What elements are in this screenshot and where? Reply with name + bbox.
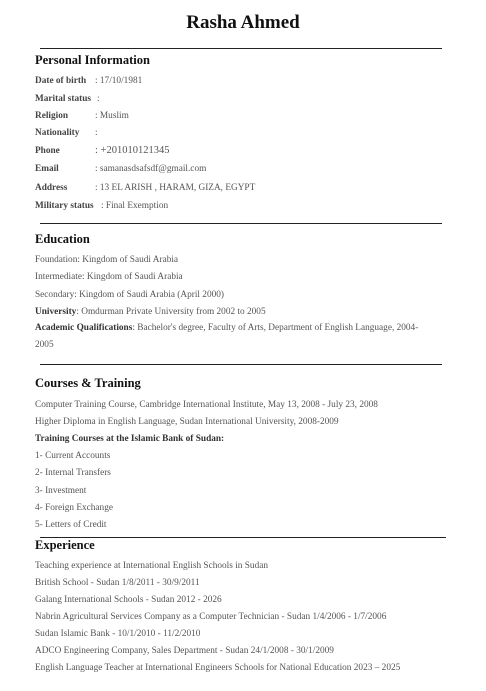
education-secondary: Secondary: Kingdom of Saudi Arabia (April 2000)	[35, 290, 225, 300]
course-item: 4- Foreign Exchange	[35, 503, 113, 513]
academic-value: : Bachelor's degree, Faculty of Arts, Department of English Language, 2004-2005	[35, 323, 419, 350]
experience-item: Galang International Schools - Sudan 2012 - 2026	[35, 595, 222, 605]
phone-value: : +201010121345	[95, 145, 170, 156]
experience-item: Nabrin Agricultural Services Company as a Computer Technician - Sudan 1/4/2006 - 1/7/2006	[35, 612, 387, 622]
experience-item: ADCO Engineering Company, Sales Department - Sudan 24/1/2008 - 30/1/2009	[35, 646, 334, 656]
marital-value: :	[97, 94, 100, 104]
academic-label: Academic Qualifications	[35, 323, 133, 333]
candidate-name: Rasha Ahmed	[186, 12, 300, 33]
course-line: Higher Diploma in English Language, Sudan International University, 2008-2009	[35, 417, 339, 427]
section-title-courses: Courses & Training	[35, 376, 141, 390]
address-value: : 13 EL ARISH , HARAM, GIZA, EGYPT	[95, 183, 256, 193]
islamic-bank-heading: Training Courses at the Islamic Bank of Sudan:	[35, 434, 225, 444]
religion-value: : Muslim	[95, 111, 129, 121]
education-intermediate: Intermediate: Kingdom of Saudi Arabia	[35, 272, 183, 282]
email-value: : samanasdsafsdf@gmail.com	[95, 164, 207, 174]
education-foundation: Foundation: Kingdom of Saudi Arabia	[35, 255, 179, 265]
section-title-personal: Personal Information	[35, 53, 150, 67]
dob-value: : 17/10/1981	[95, 76, 143, 86]
experience-item: Teaching experience at International English Schools in Sudan	[35, 561, 268, 571]
dob-label: Date of birth	[35, 76, 87, 86]
section-title-experience: Experience	[35, 538, 95, 552]
education-academic	[35, 320, 435, 354]
nationality-value: :	[95, 128, 98, 138]
address-label: Address	[35, 183, 68, 193]
experience-item: Sudan Islamic Bank - 10/1/2010 - 11/2/2010	[35, 629, 201, 639]
military-value: : Final Exemption	[101, 201, 169, 211]
experience-item: British School - Sudan 1/8/2011 - 30/9/2011	[35, 578, 200, 588]
religion-label: Religion	[35, 111, 69, 121]
email-label: Email	[35, 164, 59, 174]
university-label: University	[35, 307, 77, 317]
university-value: : Omdurman Private University from 2002 to 2005	[76, 307, 266, 317]
divider	[40, 537, 446, 538]
divider	[40, 364, 442, 365]
divider	[40, 48, 442, 49]
divider	[40, 223, 442, 224]
military-label: Military status	[35, 201, 94, 211]
course-item: 2- Internal Transfers	[35, 468, 111, 478]
nationality-label: Nationality	[35, 128, 80, 138]
course-item: 5- Letters of Credit	[35, 520, 107, 530]
experience-item: English Language Teacher at International Engineers Schools for National Education 2023 – 2025	[35, 663, 401, 673]
marital-label: Marital status	[35, 94, 92, 104]
course-item: 3- Investment	[35, 486, 87, 496]
section-title-education: Education	[35, 232, 90, 246]
education-university	[35, 307, 266, 317]
course-line: Computer Training Course, Cambridge International Institute, May 13, 2008 - July 23, 2008	[35, 400, 378, 410]
phone-label: Phone	[35, 146, 60, 156]
course-item: 1- Current Accounts	[35, 451, 111, 461]
